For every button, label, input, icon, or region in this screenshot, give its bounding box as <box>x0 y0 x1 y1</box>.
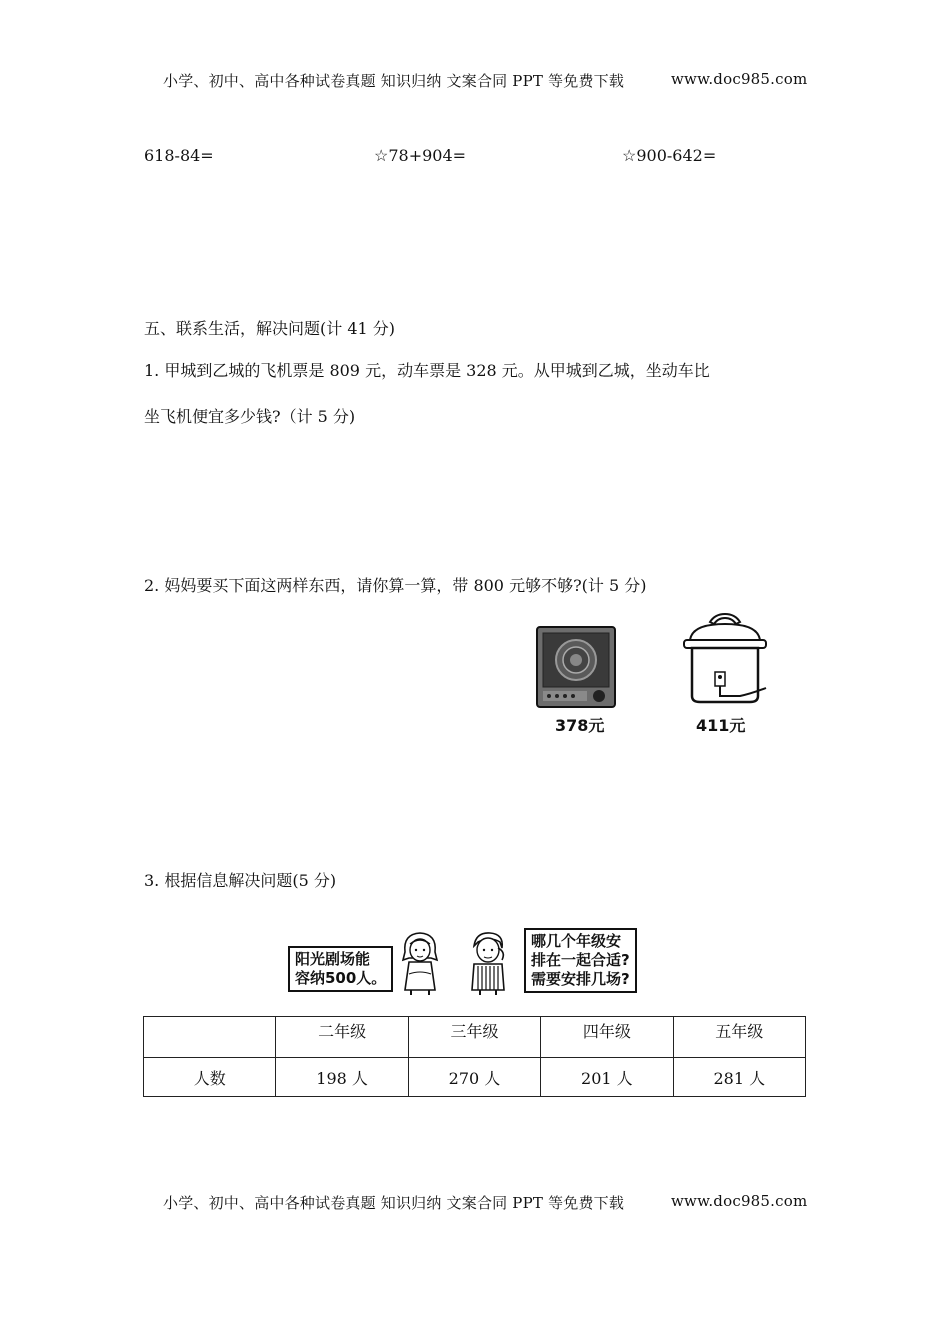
section-title: 五、联系生活，解决问题(计 41 分) <box>144 319 396 338</box>
bubble-left-line2: 容纳500人。 <box>295 969 387 987</box>
table-cell: 198 人 <box>276 1058 408 1097</box>
girl-figure-icon <box>395 930 445 996</box>
q1-line1: 1. 甲城到乙城的飞机票是 809 元，动车票是 328 元。从甲城到乙城，坐动车比 <box>144 361 710 380</box>
bubble-right-line1: 哪几个年级安 <box>531 932 622 950</box>
footer-site-link[interactable]: www.doc985.com <box>671 1192 808 1210</box>
table-header-cell: 四年级 <box>541 1017 673 1058</box>
speech-bubble-left <box>288 946 393 992</box>
item-price-1: 378元 <box>555 716 605 735</box>
table-cell: 人数 <box>144 1058 276 1097</box>
exercise-3: ☆900-642= <box>622 146 717 165</box>
exercise-2: ☆78+904= <box>374 146 467 165</box>
exercise-1: 618-84= <box>144 146 214 165</box>
table-header-cell: 五年级 <box>673 1017 805 1058</box>
header-site-link[interactable]: www.doc985.com <box>671 70 808 88</box>
table-cell: 201 人 <box>541 1058 673 1097</box>
boy-figure-icon <box>462 930 514 996</box>
rice-cooker-icon <box>680 612 770 712</box>
footer-text: 小学、初中、高中各种试卷真题 知识归纳 文案合同 PPT 等免费下载 <box>163 1194 625 1212</box>
table-cell: 270 人 <box>408 1058 540 1097</box>
table-header-cell <box>144 1017 276 1058</box>
table-row <box>144 1058 806 1097</box>
grade-count-table <box>143 1016 806 1097</box>
table-header-cell: 二年级 <box>276 1017 408 1058</box>
speech-bubble-right <box>524 928 637 993</box>
q2-text: 2. 妈妈要买下面这两样东西，请你算一算，带 800 元够不够?(计 5 分) <box>144 576 647 595</box>
bubble-right-line3: 需要安排几场? <box>531 970 630 988</box>
header-text: 小学、初中、高中各种试卷真题 知识归纳 文案合同 PPT 等免费下载 <box>163 72 625 90</box>
bubble-right-line2: 排在一起合适? <box>531 951 630 969</box>
bubble-left-line1: 阳光剧场能 <box>295 950 371 968</box>
q3-text: 3. 根据信息解决问题(5 分) <box>144 871 337 890</box>
table-header-row <box>144 1017 806 1058</box>
table-cell: 281 人 <box>673 1058 805 1097</box>
table-header-cell: 三年级 <box>408 1017 540 1058</box>
induction-cooker-icon <box>535 625 617 711</box>
item-price-2: 411元 <box>696 716 746 735</box>
q1-line2: 坐飞机便宜多少钱?（计 5 分) <box>144 407 356 426</box>
